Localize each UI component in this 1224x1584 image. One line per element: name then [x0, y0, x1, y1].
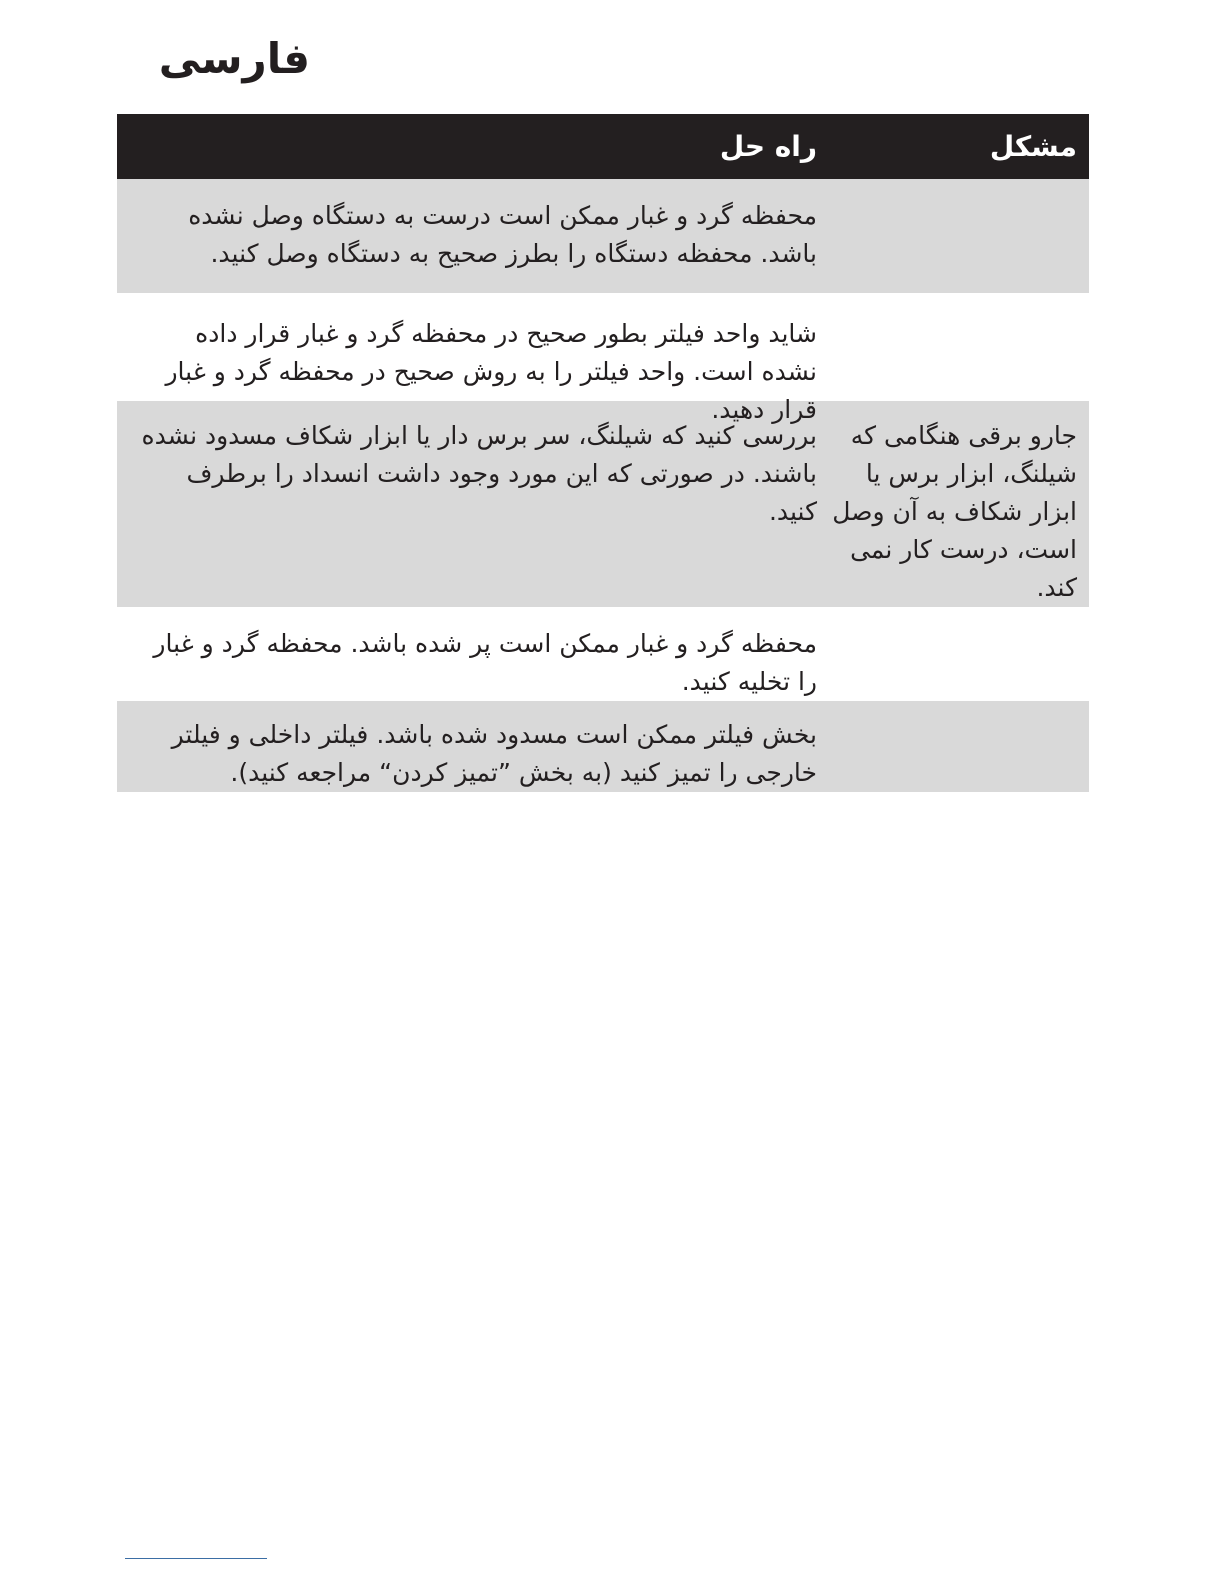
solution-cell: محفظه گرد و غبار ممکن است درست به دستگاه وصل نشده باشد. محفظه دستگاه را بطرز صحیح به دستگاه وصل کنید. — [188, 201, 817, 268]
problem-cell: جارو برقی هنگامی که شیلنگ، ابزار برس یا ابزار شکاف به آن وصل است، درست کار نمی کند. — [832, 421, 1077, 602]
table-row — [117, 607, 1089, 701]
table-row — [117, 293, 1089, 424]
table-row — [117, 401, 1089, 607]
problem-cell — [829, 179, 1089, 293]
problem-cell — [829, 701, 1089, 792]
page-title: فارسی — [158, 34, 310, 83]
solution-cell: بررسی کنید که شیلنگ، سر برس دار یا ابزار شکاف مسدود نشده باشند. در صورتی که این مورد وجود داشت انسداد را برطرف کنید. — [141, 421, 817, 526]
troubleshooting-table — [117, 114, 1089, 792]
table-row — [117, 701, 1089, 792]
problem-cell — [829, 293, 1089, 401]
table-header — [117, 114, 1089, 179]
header-problem: مشکل — [989, 130, 1077, 163]
solution-cell: محفظه گرد و غبار ممکن است پر شده باشد. محفظه گرد و غبار را تخلیه کنید. — [153, 629, 817, 696]
header-solution: راه حل — [719, 130, 817, 163]
problem-cell — [829, 607, 1089, 701]
table-row — [117, 179, 1089, 293]
solution-cell: بخش فیلتر ممکن است مسدود شده باشد. فیلتر داخلی و فیلتر خارجی را تمیز کنید (به بخش ”تمیز کردن“ مراجعه کنید). — [171, 720, 817, 787]
footer-divider — [125, 1558, 267, 1559]
solution-cell: شاید واحد فیلتر بطور صحیح در محفظه گرد و غبار قرار داده نشده است. واحد فیلتر را به روش صحیح در محفظه گرد و غبار قرار دهید. — [165, 319, 817, 424]
